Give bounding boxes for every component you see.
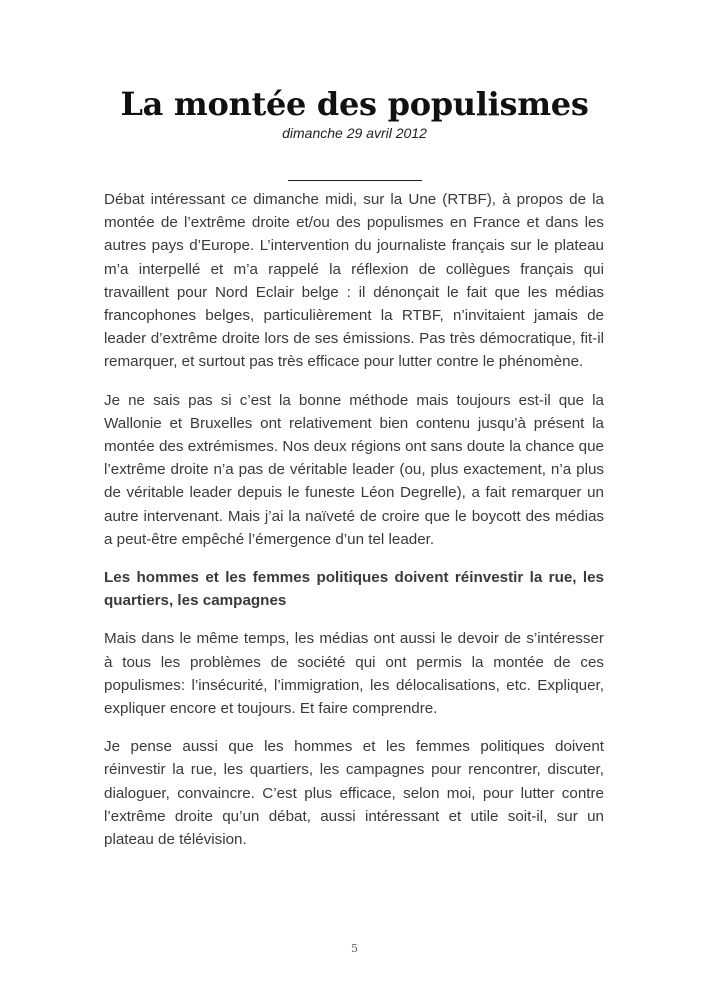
page-number: 5 — [351, 942, 358, 955]
article-body — [104, 188, 604, 866]
section-subheading: Les hommes et les femmes politiques doivent réinvestir la rue, les quartiers, les campagnes — [104, 569, 604, 610]
paragraph-3: Mais dans le même temps, les médias ont aussi le devoir de s’intéresser à tous les problèmes de société qui ont permis la montée de ces populismes: l’insécurité, l’immigration, les délocalisations, etc. Expliquer, expliquer encore et toujours. Et faire comprendre. — [104, 630, 604, 718]
paragraph-1: Débat intéressant ce dimanche midi, sur la Une (RTBF), à propos de la montée de l’extrême droite et/ou des populismes en France et dans les autres pays d’Europe. L’intervention du journaliste français sur le plateau m’a interpellé et m’a rappelé la réflexion de collègues français qui travaillent pour Nord Eclair belge : il dénonçait le fait que les médias francophones belges, particulièrement la RTBF, n’invitaient jamais de leader d’extrême droite lors de ses émissions. Pas très démocratique, fit-il remarquer, et surtout pas très efficace pour lutter contre le phénomène. — [104, 191, 604, 371]
paragraph-2: Je ne sais pas si c’est la bonne méthode mais toujours est-il que la Wallonie et Bruxelles ont relativement bien contenu jusqu’à présent la montée des extrémismes. Nos deux régions ont sans doute la chance que l’extrême droite n’a pas de véritable leader (ou, plus exactement, n’a plus de véritable leader depuis le funeste Léon Degrelle), a fait remarquer un autre intervenant. Mais j’ai la naïveté de croire que le boycott des médias a peut-être empêché l’émergence d’un tel leader. — [104, 391, 604, 548]
article-date: dimanche 29 avril 2012 — [282, 125, 427, 141]
article-title: La montée des populismes — [120, 85, 589, 123]
paragraph-4: Je pense aussi que les hommes et les femmes politiques doivent réinvestir la rue, les quartiers, les campagnes pour rencontrer, discuter, dialoguer, convaincre. C’est plus efficace, selon moi, pour lutter contre l’extrême droite qu’un débat, aussi intéressant et utile soit-il, sur un plateau de télévision. — [104, 738, 604, 849]
title-divider — [288, 180, 422, 181]
